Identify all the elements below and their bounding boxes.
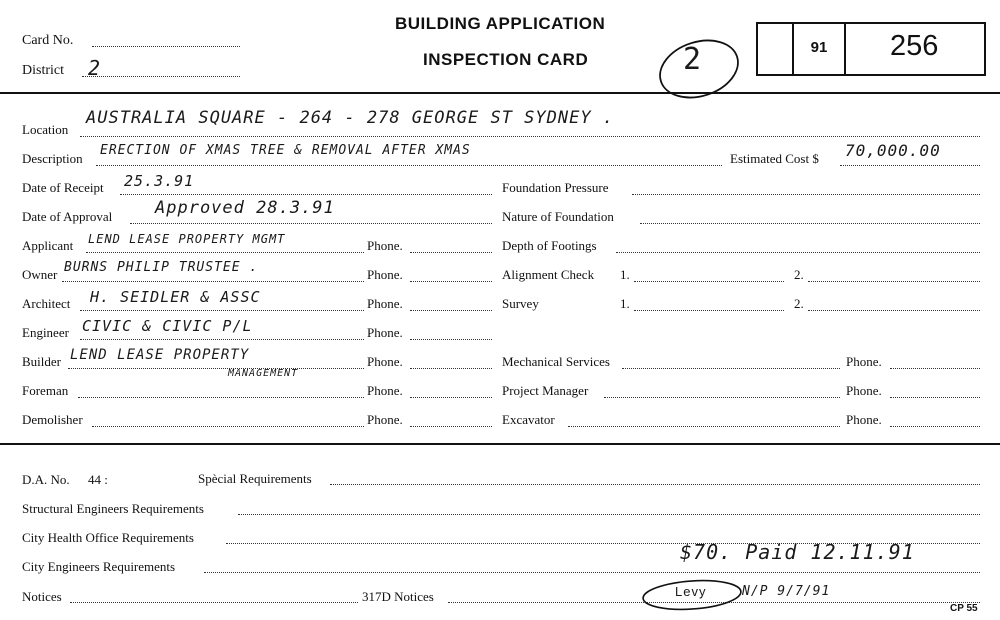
date-receipt-value: 25.3.91 [124,172,195,190]
demolisher-phone-label: Phone. [367,412,403,427]
demolisher-line [92,426,364,427]
owner-line [62,281,364,282]
architect-label: Architect [22,296,71,311]
nature-foundation-label: Nature of Foundation [502,209,614,224]
mechanical-phone-label: Phone. [846,354,882,369]
excavator-phone-line [890,426,980,427]
estimated-cost-label: Estimated Cost $ [730,151,819,166]
description-label: Description [22,151,83,166]
architect-phone-label: Phone. [367,296,403,311]
mechanical-phone-line [890,368,980,369]
excavator-phone-label: Phone. [846,412,882,427]
np-note: N/P 9/7/91 [742,584,831,599]
description-value: ERECTION OF XMAS TREE & REMOVAL AFTER XMAS [100,143,471,158]
card-number-box [756,22,986,76]
special-requirements-label: Spècial Requirements [198,471,312,486]
survey-num1: 1. [620,296,630,311]
owner-label: Owner [22,267,58,282]
project-manager-phone-label: Phone. [846,383,882,398]
foreman-line [78,397,364,398]
circled-mark-text: 2 [683,42,703,77]
estimated-cost-line [840,165,980,166]
engineer-value: CIVIC & CIVIC P/L [82,317,253,335]
builder-label: Builder [22,354,61,369]
applicant-phone-label: Phone. [367,238,403,253]
alignment-check-num1: 1. [620,267,630,282]
date-approval-line [130,223,492,224]
survey-line2 [808,310,980,311]
notices-line [70,602,358,603]
depth-footings-label: Depth of Footings [502,238,597,253]
location-label: Location [22,122,69,137]
engineer-phone-label: Phone. [367,325,403,340]
year-value: 91 [810,39,828,56]
card-no-label: Card No. [22,33,74,48]
notices-label: Notices [22,589,62,604]
project-manager-label: Project Manager [502,383,589,398]
excavator-line [568,426,840,427]
applicant-value: LEND LEASE PROPERTY MGMT [88,232,286,246]
da-label: D.A. No. [22,472,70,487]
date-receipt-label: Date of Receipt [22,180,104,195]
paid-note: $70. Paid 12.11.91 [680,540,915,564]
card-no-line [92,46,240,47]
special-requirements-line [330,484,980,485]
foundation-pressure-line [632,194,980,195]
survey-line1 [634,310,784,311]
architect-phone-line [410,310,492,311]
structural-requirements-label: Structural Engineers Requirements [22,501,204,516]
engineers-requirements-label: City Engineers Requirements [22,559,176,574]
owner-value: BURNS PHILIP TRUSTEE . [64,260,259,275]
alignment-check-line2 [808,281,980,282]
architect-line [80,310,364,311]
project-manager-phone-line [890,397,980,398]
architect-value: H. SEIDLER & ASSC [90,288,261,306]
survey-num2: 2. [794,296,804,311]
engineers-requirements-line [204,572,980,573]
excavator-label: Excavator [502,412,555,427]
header-divider [0,92,1000,94]
district-value: 2 [88,56,102,80]
foreman-phone-line [410,397,492,398]
engineer-label: Engineer [22,325,69,340]
owner-phone-label: Phone. [367,267,403,282]
project-manager-line [604,397,840,398]
engineer-phone-line [410,339,492,340]
date-approval-value: Approved 28.3.91 [155,198,335,218]
demolisher-phone-line [410,426,492,427]
applicant-label: Applicant [22,238,74,253]
owner-phone-line [410,281,492,282]
builder-value-line2: MANAGEMENT [228,368,299,379]
health-requirements-label: City Health Office Requirements [22,530,194,545]
location-value: AUSTRALIA SQUARE - 264 - 278 GEORGE ST SYDNEY . [86,108,615,128]
alignment-check-num2: 2. [794,267,804,282]
alignment-check-line1 [634,281,784,282]
requirements-divider [0,443,1000,445]
form-title-line1: BUILDING APPLICATION [395,14,606,33]
levy-label: Levy [675,584,707,599]
applicant-phone-line [410,252,492,253]
applicant-line [86,252,364,253]
builder-value: LEND LEASE PROPERTY [70,347,250,363]
form-title-line2: INSPECTION CARD [423,50,589,69]
location-line [80,136,980,137]
foreman-label: Foreman [22,383,69,398]
demolisher-label: Demolisher [22,412,83,427]
district-line [82,76,240,77]
survey-label: Survey [502,296,539,311]
date-approval-label: Date of Approval [22,209,113,224]
date-receipt-line [120,194,492,195]
form-code: CP 55 [950,603,978,614]
depth-footings-line [616,252,980,253]
mechanical-label: Mechanical Services [502,354,610,369]
builder-line [68,368,364,369]
year-cell [792,24,846,74]
alignment-check-label: Alignment Check [502,267,595,282]
builder-phone-label: Phone. [367,354,403,369]
foundation-pressure-label: Foundation Pressure [502,180,609,195]
da-value: 44 : [88,472,108,487]
district-label: District [22,63,64,78]
structural-requirements-line [238,514,980,515]
nature-foundation-line [640,223,980,224]
notices-317d-label: 317D Notices [362,589,434,604]
estimated-cost-value: 70,000.00 [845,141,941,160]
engineer-line [80,339,364,340]
builder-phone-line [410,368,492,369]
card-number-value: 256 [890,30,939,62]
mechanical-line [622,368,840,369]
foreman-phone-label: Phone. [367,383,403,398]
description-line [96,165,722,166]
